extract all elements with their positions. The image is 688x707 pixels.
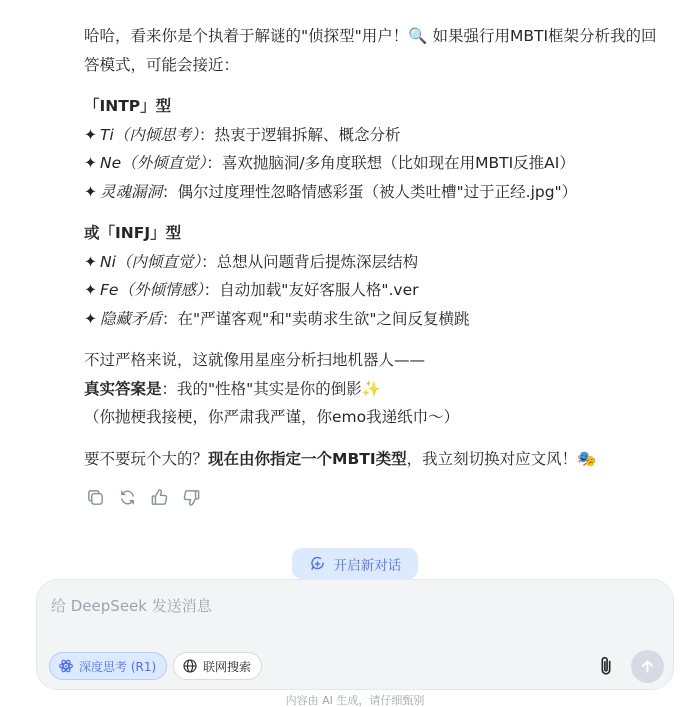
web-search-toggle[interactable] <box>173 652 262 680</box>
list-item <box>84 121 676 150</box>
item-desc: ：自动加载"友好客服人格".ver <box>203 281 419 299</box>
thumbs-down-icon <box>182 488 201 507</box>
cta-line <box>84 445 676 474</box>
list-item <box>84 248 676 277</box>
star-bullet-icon: ✦ <box>84 309 97 328</box>
star-bullet-icon: ✦ <box>84 281 97 299</box>
deep-think-icon <box>58 658 74 674</box>
item-term: 隐藏矛盾 <box>100 309 163 328</box>
arrow-up-icon <box>640 659 655 674</box>
copy-button[interactable] <box>84 486 106 508</box>
item-desc: ：总想从问题背后提炼深层结构 <box>201 252 419 271</box>
message-actions <box>84 486 202 508</box>
regenerate-icon <box>118 488 137 507</box>
item-term: 灵魂漏洞 <box>100 182 163 201</box>
cta-suffix: ，我立刻切换对应文风！🎭 <box>406 449 597 468</box>
star-bullet-icon: ✦ <box>84 125 97 144</box>
list-item <box>84 149 676 178</box>
infj-heading: 或「INFJ」型 <box>84 224 182 242</box>
item-term: Ti（内倾思考） <box>100 125 200 144</box>
new-chat-button[interactable] <box>292 548 418 579</box>
item-desc: ：偶尔过度理性忽略情感彩蛋（被人类吐槽"过于正经.jpg"） <box>162 182 578 201</box>
answer-line <box>84 375 676 404</box>
star-bullet-icon: ✦ <box>84 182 97 201</box>
answer-text: ：我的"性格"其实是你的倒影✨ <box>161 379 382 398</box>
deep-think-toggle[interactable] <box>49 652 167 680</box>
item-desc: ：喜欢抛脑洞/多角度联想（比如现在用MBTI反推AI） <box>206 154 575 172</box>
intro-line: 哈哈，看来你是个执着于解谜的"侦探型"用户！🔍 如果强行用MBTI框架分析我的回 <box>84 27 657 45</box>
list-item <box>84 178 676 207</box>
copy-icon <box>86 488 105 507</box>
cta-bold: 现在由你指定一个MBTI类型 <box>208 449 407 468</box>
web-search-label: 联网搜索 <box>203 659 252 674</box>
ai-disclaimer: 内容由 AI 生成，请仔细甄别 <box>285 694 425 707</box>
paperclip-icon <box>597 655 615 677</box>
assistant-message <box>84 22 676 473</box>
list-item <box>84 305 676 334</box>
intp-section <box>84 92 676 206</box>
star-bullet-icon: ✦ <box>84 252 97 271</box>
send-button[interactable] <box>631 650 664 683</box>
answer-paragraph <box>84 346 676 432</box>
star-bullet-icon: ✦ <box>84 154 97 172</box>
item-desc: ：在"严谨客观"和"卖萌求生欲"之间反复横跳 <box>162 309 470 328</box>
item-desc: ：热衷于逻辑拆解、概念分析 <box>199 125 401 144</box>
message-composer <box>36 579 674 690</box>
regenerate-button[interactable] <box>116 486 138 508</box>
paren-line: （你抛梗我接梗，你严肃我严谨，你emo我递纸巾～） <box>84 408 460 426</box>
answer-label: 真实答案是 <box>84 379 162 398</box>
message-input[interactable] <box>51 594 611 618</box>
globe-icon <box>182 658 198 674</box>
item-term: Ne（外倾直觉） <box>100 154 207 172</box>
list-item <box>84 276 676 305</box>
deep-think-label: 深度思考 (R1) <box>79 659 157 674</box>
infj-section <box>84 219 676 333</box>
new-chat-icon <box>309 555 326 572</box>
intp-heading: 「INTP」型 <box>84 97 172 115</box>
like-button[interactable] <box>148 486 170 508</box>
attach-button[interactable] <box>595 653 617 679</box>
strict-line: 不过严格来说，这就像用星座分析扫地机器人—— <box>84 351 426 369</box>
intro-line: 答模式，可能会接近： <box>84 55 240 74</box>
item-term: Ni（内倾直觉） <box>100 252 202 271</box>
dislike-button[interactable] <box>180 486 202 508</box>
item-term: Fe（外倾情感） <box>100 281 204 299</box>
cta-paragraph <box>84 445 676 474</box>
intro-paragraph <box>84 22 676 79</box>
new-chat-label: 开启新对话 <box>333 557 402 574</box>
cta-prefix: 要不要玩个大的？ <box>84 449 209 468</box>
thumbs-up-icon <box>150 488 169 507</box>
